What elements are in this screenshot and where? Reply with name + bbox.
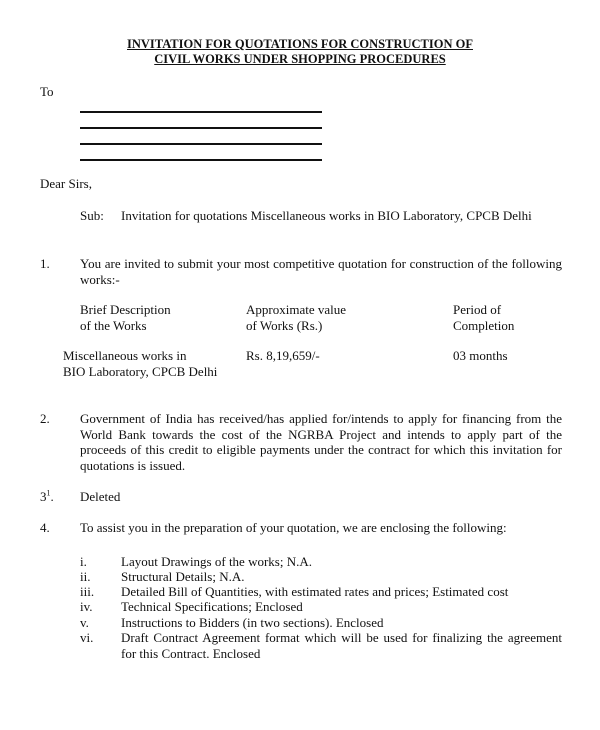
header-line: of Works (Rs.) — [246, 317, 323, 333]
number: 3 — [40, 489, 47, 504]
address-line — [80, 111, 322, 113]
table-cell-value: Rs. 8,19,659/- — [246, 348, 320, 363]
table-cell-period: 03 months — [453, 348, 508, 363]
item-text: Detailed Bill of Quantities, with estimated rates and prices; Estimated cost — [121, 584, 509, 599]
para-2-text: Government of India has received/has applied for/intends to apply for financing from the World Bank towards the cost of the NGRBA Project and intends to apply part of the proceeds of this credit to eligible payments under the contract for which this invitation for quotations is issued. — [80, 411, 562, 473]
item-text: Layout Drawings of the works; N.A. — [121, 554, 312, 569]
table-header-period — [453, 302, 514, 333]
para-1-number: 1. — [40, 256, 50, 271]
salutation: Dear Sirs, — [40, 176, 92, 191]
footnote-marker: 1 — [46, 488, 51, 498]
para-3-number — [40, 489, 54, 505]
table-header-value — [246, 302, 346, 333]
subject-label: Sub: — [80, 208, 104, 223]
title-line-2: CIVIL WORKS UNDER SHOPPING PROCEDURES — [154, 52, 446, 66]
item-number: v. — [80, 615, 89, 630]
table-cell-description — [63, 348, 217, 379]
para-4-number: 4. — [40, 520, 50, 535]
header-line: Period of — [453, 302, 502, 317]
item-number: iv. — [80, 599, 93, 614]
para-1-text: You are invited to submit your most competitive quotation for construction of the following works:- — [80, 256, 562, 287]
header-line: Approximate value — [246, 302, 346, 317]
table-header-description — [80, 302, 171, 333]
cell-line: BIO Laboratory, CPCB Delhi — [63, 363, 218, 379]
item-text: Structural Details; N.A. — [121, 569, 245, 584]
to-label: To — [40, 84, 54, 99]
title-line-1: INVITATION FOR QUOTATIONS FOR CONSTRUCTION OF — [127, 37, 473, 51]
para-3-text: Deleted — [80, 489, 121, 504]
cell-line: Miscellaneous works in — [63, 348, 187, 363]
para-4-text: To assist you in the preparation of your quotation, we are enclosing the following: — [80, 520, 507, 535]
address-line — [80, 143, 322, 145]
item-text: Technical Specifications; Enclosed — [121, 599, 303, 614]
item-number: ii. — [80, 569, 91, 584]
header-line: Completion — [453, 317, 515, 333]
address-line — [80, 159, 322, 161]
item-number: iii. — [80, 584, 95, 599]
item-text: Instructions to Bidders (in two sections). Enclosed — [121, 615, 384, 630]
header-line: Brief Description — [80, 302, 171, 317]
header-line: of the Works — [80, 317, 147, 333]
dot: . — [50, 489, 54, 504]
item-number: vi. — [80, 630, 94, 645]
address-line — [80, 127, 322, 129]
item-text: Draft Contract Agreement format which will be used for finalizing the agreement for this Contract. Enclosed — [121, 630, 562, 661]
item-number: i. — [80, 554, 87, 569]
para-2-number: 2. — [40, 411, 50, 426]
subject-text: Invitation for quotations Miscellaneous works in BIO Laboratory, CPCB Delhi — [121, 208, 532, 223]
